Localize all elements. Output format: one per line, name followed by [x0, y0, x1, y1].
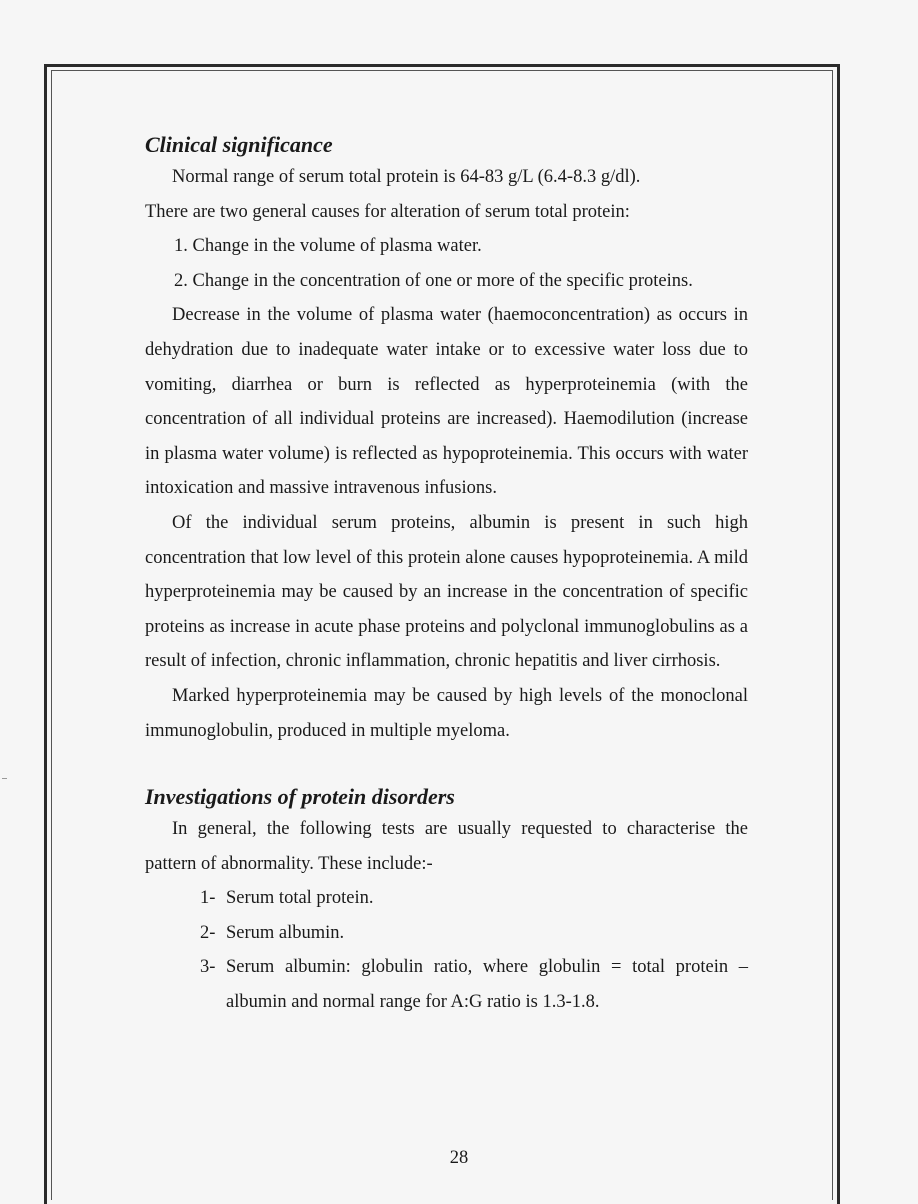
page-content [145, 130, 748, 1020]
list-item [145, 950, 748, 1019]
investigations-intro: In general, the following tests are usually requested to characterise the pattern of abnormality. These include:- [145, 819, 748, 874]
list-item [145, 881, 748, 916]
causes-intro-text: There are two general causes for alteration of serum total protein: [145, 201, 630, 222]
causes-list [145, 229, 748, 298]
normal-range-text: Normal range of serum total protein is 64-83 g/L (6.4-8.3 g/dl). [172, 167, 641, 187]
list-item: 1. Change in the volume of plasma water. [174, 236, 482, 257]
list-number: 3- [200, 957, 216, 978]
list-text: Serum total protein. [226, 888, 374, 909]
haemoconcentration-paragraph: Decrease in the volume of plasma water (haemoconcentration) as occurs in dehydration due to inadequate water intake or to excessive water loss due to vomiting, diarrhea or burn is reflected as hyperproteinemia (with the concentration of all individual proteins are increased). Haemodilution (increase in plasma water volume) is reflected as hypoproteinemia. This occurs with water intoxication and massive intravenous infusions. [145, 305, 748, 499]
investigations-heading: Investigations of protein disorders [145, 784, 455, 810]
tests-list [145, 881, 748, 1019]
list-item: 2. Change in the concentration of one or more of the specific proteins. [174, 270, 693, 291]
list-number: 1- [200, 888, 216, 909]
clinical-significance-heading: Clinical significance [145, 132, 333, 157]
myeloma-paragraph: Marked hyperproteinemia may be caused by high levels of the monoclonal immunoglobulin, produced in multiple myeloma. [145, 685, 748, 741]
list-number: 2- [200, 922, 216, 943]
list-text: Serum albumin: globulin ratio, where globulin = total protein – albumin and normal range for A:G ratio is 1.3-1.8. [226, 957, 748, 1013]
page-number: 28 [449, 1148, 469, 1168]
list-text: Serum albumin. [226, 922, 345, 943]
scan-mark [2, 778, 7, 779]
list-item [145, 916, 748, 951]
albumin-paragraph: Of the individual serum proteins, albumin is present in such high concentration that low level of this protein alone causes hypoproteinemia. A mild hyperproteinemia may be caused by an increase in the concentration of specific proteins as increase in acute phase proteins and polyclonal immunoglobulins as a result of infection, chronic inflammation, chronic hepatitis and liver cirrhosis. [145, 512, 748, 672]
